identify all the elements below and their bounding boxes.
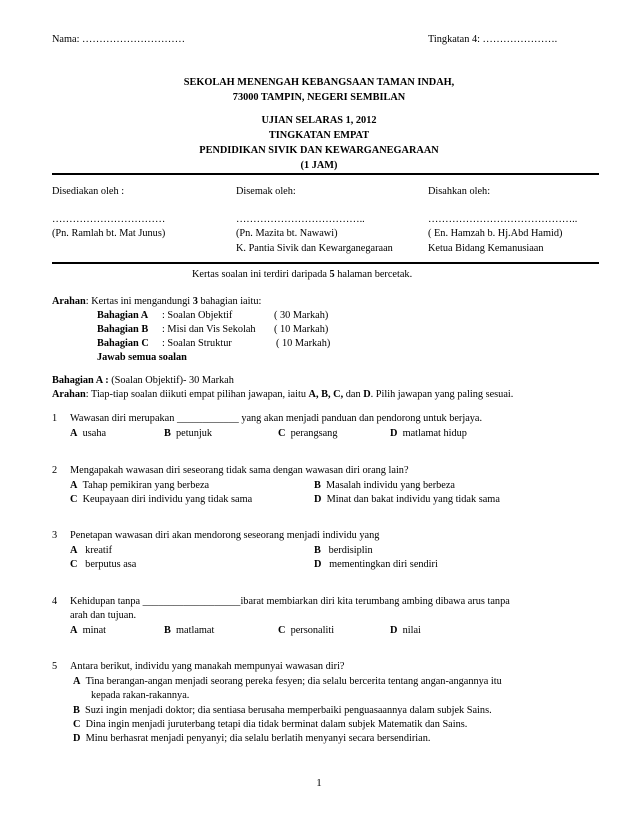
- section-marks: ( 10 Markah): [276, 338, 331, 349]
- conjunction: dan: [343, 389, 364, 400]
- option-text: Minu berhasrat menjadi penyanyi; dia selalu berlatih menyanyi secara bersendirian.: [85, 733, 431, 744]
- option-letter: C: [70, 494, 78, 505]
- option-letter-d: D: [363, 389, 371, 400]
- option-letters: A, B, C,: [308, 389, 344, 400]
- option-d[interactable]: [314, 559, 438, 572]
- page-number: 1: [316, 777, 322, 789]
- option-text: berputus asa: [85, 559, 137, 570]
- arahan-label: Arahan: [52, 296, 86, 307]
- option-c[interactable]: [278, 428, 337, 441]
- arahan-text: : Kertas ini mengandungi: [85, 296, 193, 307]
- option-text: kreatif: [85, 545, 113, 556]
- arahan-text: : Tiap-tiap soalan diikuti empat pilihan jawapan, iaitu: [85, 389, 309, 400]
- signatory-name: ( En. Hamzah b. Hj.Abd Hamid): [428, 228, 563, 239]
- name-field-label: Nama: …………………………: [52, 34, 185, 45]
- school-address: 73000 TAMPIN, NEGERI SEMBILAN: [232, 92, 406, 103]
- option-letter: A: [70, 480, 78, 491]
- section-a-label: Bahagian A :: [52, 375, 109, 386]
- option-text: matlamat: [176, 625, 215, 636]
- option-letter: D: [314, 494, 322, 505]
- arahan-label: Arahan: [52, 389, 86, 400]
- option-letter: A: [70, 428, 78, 439]
- option-text: mementingkan diri sendiri: [329, 559, 438, 570]
- option-text: personaliti: [290, 625, 335, 636]
- exam-level: TINGKATAN EMPAT: [268, 130, 370, 141]
- option-text: Masalah individu yang berbeza: [326, 480, 455, 491]
- question-stem: Kehidupan tanpa ___________________ibarat membiarkan diri kita terumbang ambing dibawa arus tanpa: [70, 596, 510, 607]
- signatory-label: Disahkan oleh:: [428, 186, 491, 197]
- option-letter: C: [70, 559, 78, 570]
- option-letter: A: [70, 625, 78, 636]
- option-a[interactable]: [70, 545, 112, 558]
- question-stem: Mengapakah wawasan diri seseorang tidak sama dengan wawasan diri orang lain?: [70, 465, 409, 476]
- option-text: Minat dan bakat individu yang tidak sama: [326, 494, 500, 505]
- option-d[interactable]: [390, 625, 421, 638]
- option-letter: C: [278, 428, 286, 439]
- signatory-role: Ketua Bidang Kemanusiaan: [428, 243, 544, 254]
- option-b[interactable]: [164, 625, 214, 638]
- exam-subject: PENDIDIKAN SIVIK DAN KEWARGANEGARAAN: [199, 145, 439, 156]
- signature-line: ………………………………..: [236, 214, 365, 225]
- section-marks: ( 30 Markah): [274, 310, 329, 321]
- option-text: perangsang: [290, 428, 338, 439]
- section-name: Bahagian C: [97, 338, 149, 349]
- page-count-text-tail: halaman bercetak.: [334, 269, 413, 280]
- option-text: Dina ingin menjadi juruterbang tetapi dia tidak berminat dalam subjek Matematik dan Sains.: [85, 719, 468, 730]
- option-b[interactable]: [164, 428, 212, 441]
- question-number: 5: [52, 661, 58, 672]
- option-text: minat: [82, 625, 107, 636]
- signature-line: ……………………………………..: [428, 214, 578, 225]
- option-text: Tina berangan-angan menjadi seorang pereka fesyen; dia selalu bercerita tentang angan-angannya itu: [85, 676, 502, 687]
- signatory-label: Disediakan oleh :: [52, 186, 125, 197]
- section-desc: : Soalan Struktur: [162, 338, 232, 349]
- question-number: 1: [52, 413, 58, 424]
- option-text: berdisiplin: [328, 545, 373, 556]
- option-letter: B: [73, 705, 80, 716]
- section-marks: ( 10 Markah): [274, 324, 329, 335]
- page-count-text: Kertas soalan ini terdiri daripada: [192, 269, 330, 280]
- section-name: Bahagian A: [97, 310, 149, 321]
- arahan-tail: . Pilih jawapan yang paling sesuai.: [370, 389, 514, 400]
- section-desc: : Soalan Objektif: [162, 310, 233, 321]
- question-stem: Penetapan wawasan diri akan mendorong seseorang menjadi individu yang: [70, 530, 380, 541]
- option-c[interactable]: [278, 625, 334, 638]
- section-a-title: [52, 375, 234, 388]
- option-c[interactable]: [70, 559, 136, 572]
- option-c[interactable]: [70, 494, 252, 507]
- option-d[interactable]: [390, 428, 467, 441]
- option-letter: D: [390, 625, 398, 636]
- option-letter: B: [164, 428, 171, 439]
- option-a[interactable]: [70, 480, 209, 493]
- question-stem-continued: arah dan tujuan.: [70, 610, 137, 621]
- option-b[interactable]: [314, 480, 455, 493]
- option-a[interactable]: [70, 428, 106, 441]
- question-stem: Wawasan diri merupakan ____________ yang akan menjadi panduan dan pendorong untuk berjaya.: [70, 413, 483, 424]
- signatory-divider: [52, 262, 599, 264]
- section-name: Bahagian B: [97, 324, 149, 335]
- option-text: Suzi ingin menjadi doktor; dia sentiasa berusaha memperbaiki penguasaannya dalam subjek Sains.: [85, 705, 492, 716]
- option-letter: B: [164, 625, 171, 636]
- option-text: usaha: [82, 428, 107, 439]
- section-count: 3: [192, 296, 198, 307]
- option-letter: C: [73, 719, 81, 730]
- option-b[interactable]: [73, 705, 492, 718]
- option-text: petunjuk: [176, 428, 213, 439]
- option-a[interactable]: [73, 676, 502, 689]
- option-b[interactable]: [314, 545, 373, 558]
- page-count-note: [192, 269, 412, 282]
- option-letter: D: [390, 428, 398, 439]
- form-field-label: Tingkatan 4: ………………….: [428, 34, 558, 45]
- option-c[interactable]: [73, 719, 467, 732]
- option-d[interactable]: [314, 494, 500, 507]
- option-letter: D: [73, 733, 81, 744]
- instructions-heading: [52, 296, 261, 309]
- school-name: SEKOLAH MENENGAH KEBANGSAAN TAMAN INDAH,: [183, 77, 455, 88]
- header-divider: [52, 173, 599, 175]
- option-letter: C: [278, 625, 286, 636]
- option-letter: A: [73, 676, 81, 687]
- arahan-tail: bahagian iaitu:: [197, 296, 262, 307]
- option-d[interactable]: [73, 733, 430, 746]
- option-text: Tahap pemikiran yang berbeza: [82, 480, 210, 491]
- exam-title: UJIAN SELARAS 1, 2012: [261, 115, 377, 126]
- question-stem: Antara berikut, individu yang manakah mempunyai wawasan diri?: [70, 661, 345, 672]
- question-number: 4: [52, 596, 58, 607]
- signatory-label: Disemak oleh:: [236, 186, 296, 197]
- exam-duration: (1 JAM): [300, 160, 338, 171]
- answer-all-note: Jawab semua soalan: [97, 352, 187, 363]
- page-count-number: 5: [329, 269, 335, 280]
- option-letter: B: [314, 480, 321, 491]
- signatory-name: (Pn. Mazita bt. Nawawi): [236, 228, 338, 239]
- question-number: 2: [52, 465, 58, 476]
- option-letter: A: [70, 545, 78, 556]
- signatory-role: K. Pantia Sivik dan Kewarganegaraan: [236, 243, 393, 254]
- option-a[interactable]: [70, 625, 106, 638]
- signature-line: ……………………………: [52, 214, 166, 225]
- option-a-continued: kepada rakan-rakannya.: [91, 690, 190, 701]
- option-text: nilai: [402, 625, 421, 636]
- section-a-subtitle: (Soalan Objektif)- 30 Markah: [108, 375, 234, 386]
- option-text: matlamat hidup: [402, 428, 467, 439]
- section-a-instructions: [52, 389, 513, 402]
- option-letter: D: [314, 559, 322, 570]
- option-text: Keupayaan diri individu yang tidak sama: [82, 494, 253, 505]
- section-desc: : Misi dan Vis Sekolah: [162, 324, 256, 335]
- signatory-name: (Pn. Ramlah bt. Mat Junus): [52, 228, 166, 239]
- question-number: 3: [52, 530, 58, 541]
- option-letter: B: [314, 545, 321, 556]
